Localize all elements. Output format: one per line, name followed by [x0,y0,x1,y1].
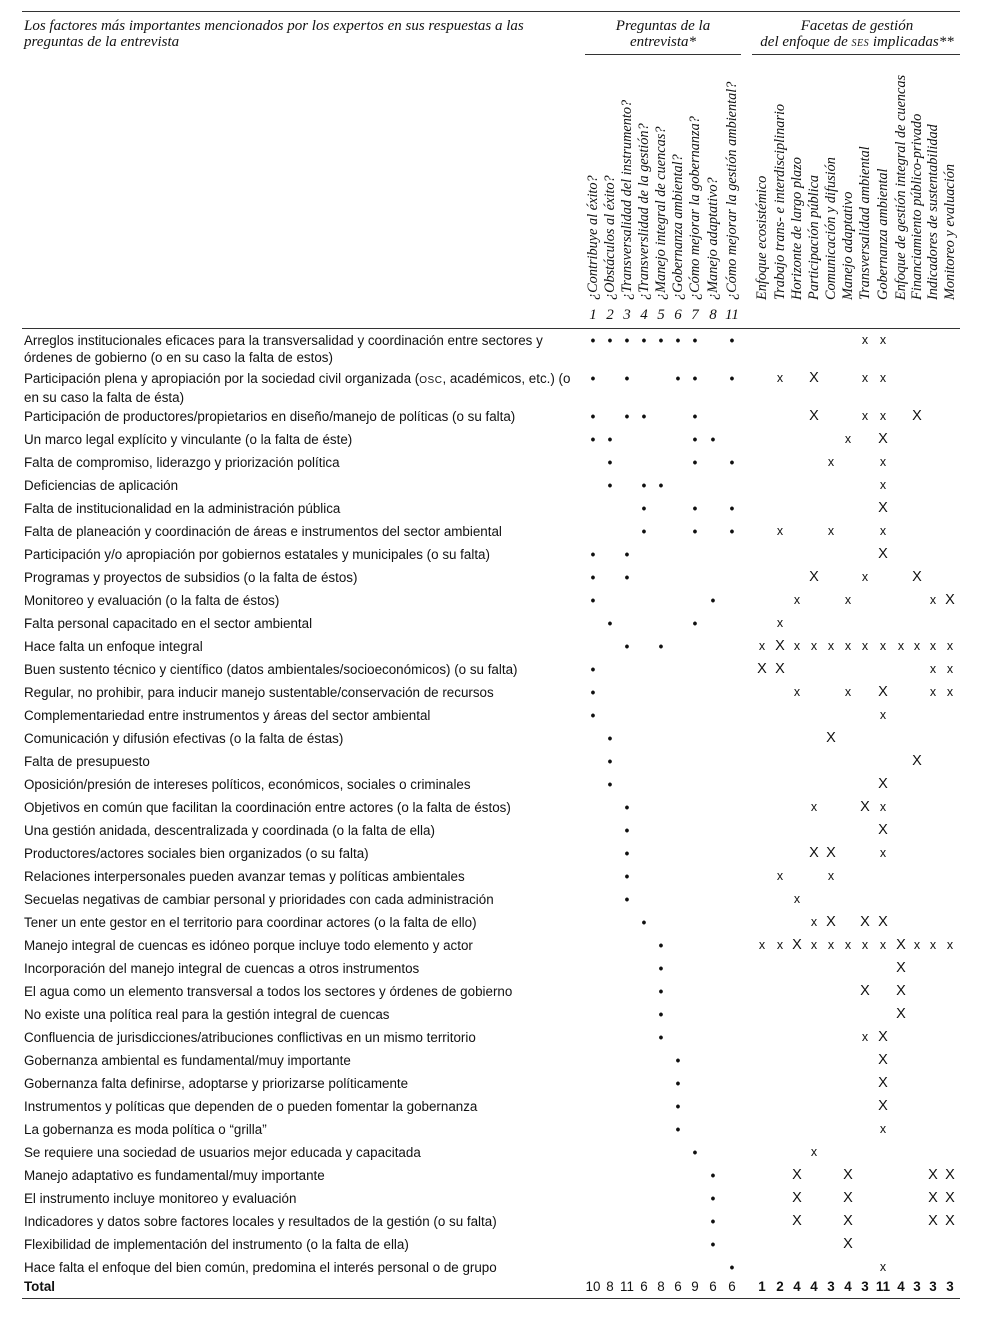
header-bottom-rule [22,328,960,329]
facet-mark: x [827,869,835,883]
question-mark: • [692,616,698,631]
question-mark: • [710,593,716,608]
facet-mark: X [878,776,888,792]
facet-mark: X [878,431,888,447]
row-label: Se requiere una sociedad de usuarios mejor educada y capacitada [24,1145,421,1160]
question-number: 1 [589,307,597,323]
row-label: Tener un ente gestor en el territorio para coordinar actores (o la falta de ello) [24,915,477,930]
question-mark: • [624,892,630,907]
facet-mark: x [929,938,937,952]
facet-mark: X [809,370,819,386]
total-facet: 3 [827,1279,835,1294]
facet-label: Gobernanza ambiental [875,168,891,300]
row-label: El instrumento incluye monitoreo y evaluación [24,1191,297,1206]
facet-mark: x [861,409,869,423]
question-mark: • [624,547,630,562]
facet-mark: x [776,938,784,952]
question-mark: • [658,984,664,999]
facet-label: Comunicación y difusión [823,157,839,300]
question-mark: • [675,333,681,348]
facet-mark: x [946,662,954,676]
question-mark: • [729,455,735,470]
facet-mark: x [879,846,887,860]
question-mark: • [590,708,596,723]
facet-mark: x [879,708,887,722]
row-label: Hace falta el enfoque del bien común, predomina el interés personal o de grupo [24,1260,497,1275]
facet-mark: X [878,914,888,930]
total-question: 10 [585,1279,601,1294]
question-mark: • [641,409,647,424]
row-label: Programas y proyectos de subsidios (o la falta de éstos) [24,570,358,585]
facet-mark: x [879,524,887,538]
facet-mark: X [912,408,922,424]
facet-mark: x [793,639,801,653]
question-number: 3 [623,307,631,323]
row-label: Flexibilidad de implementación del instrumento (o la falta de ella) [24,1237,409,1252]
facet-mark: X [792,937,802,953]
facet-mark: x [793,892,801,906]
question-mark: • [658,1030,664,1045]
question-mark: • [675,1076,681,1091]
facet-mark: x [793,685,801,699]
row-label: Comunicación y difusión efectivas (o la falta de éstas) [24,731,344,746]
question-mark: • [607,478,613,493]
facet-mark: x [861,938,869,952]
facet-mark: X [928,1167,938,1183]
facet-mark: x [844,938,852,952]
facet-mark: X [945,1213,955,1229]
question-mark: • [692,409,698,424]
facet-mark: x [879,938,887,952]
facet-mark: X [878,1075,888,1091]
question-mark: • [710,1191,716,1206]
question-mark: • [590,409,596,424]
question-mark: • [607,455,613,470]
facet-mark: X [896,983,906,999]
facet-mark: X [860,914,870,930]
total-facet: 11 [875,1279,891,1294]
question-mark: • [607,754,613,769]
facet-mark: X [878,1098,888,1114]
questions-header-line2: entrevista* [629,34,697,50]
facet-mark: x [776,616,784,630]
question-mark: • [658,1007,664,1022]
osc-abbrev: OSC [419,375,443,386]
questions-header-rule [585,54,741,55]
question-mark: • [607,731,613,746]
total-facet: 4 [793,1279,801,1294]
question-mark: • [624,371,630,386]
question-mark: • [675,371,681,386]
total-question: 6 [709,1279,717,1294]
row-label: Un marco legal explícito y vinculante (o la falta de éste) [24,432,353,447]
facet-mark: X [860,983,870,999]
facets-header-rule [752,54,960,55]
facet-mark: x [929,685,937,699]
facet-mark: x [879,455,887,469]
question-mark: • [692,501,698,516]
question-mark: • [692,371,698,386]
question-mark: • [624,333,630,348]
total-facet: 4 [810,1279,818,1294]
facet-mark: x [844,432,852,446]
facet-mark: x [810,938,818,952]
row-label: Falta de presupuesto [24,754,150,769]
question-mark: • [590,593,596,608]
row-label: Relaciones interpersonales pueden avanzar temas y políticas ambientales [24,869,465,884]
question-mark: • [692,333,698,348]
facet-mark: X [809,569,819,585]
facet-mark: x [946,639,954,653]
question-mark: • [658,333,664,348]
total-facet: 4 [844,1279,852,1294]
facet-mark: x [827,938,835,952]
facet-label: Financiamiento público-privado [909,113,925,300]
row-label: Complementariedad entre instrumentos y áreas del sector ambiental [24,708,431,723]
facet-mark: x [861,1030,869,1044]
questions-header-line1: Preguntas de la [615,18,711,34]
facet-mark: x [861,371,869,385]
row-label: Manejo integral de cuencas es idóneo porque incluye todo elemento y actor [24,938,473,953]
facet-mark: X [809,408,819,424]
question-mark: • [729,524,735,539]
facet-mark: X [878,822,888,838]
row-label: Participación y/o apropiación por gobiernos estatales y municipales (o su falta) [24,547,490,562]
questions-column-header [585,18,741,50]
question-number: 2 [606,307,614,323]
total-question: 9 [691,1279,699,1294]
row-label: El agua como un elemento transversal a todos los sectores y órdenes de gobierno [24,984,513,999]
question-mark: • [675,1099,681,1114]
question-label: ¿Cómo mejorar la gobernanza? [687,116,703,300]
row-label: Falta personal capacitado en el sector ambiental [24,616,313,631]
total-facet: 3 [861,1279,869,1294]
facet-mark: X [843,1190,853,1206]
question-number: 11 [725,307,739,323]
facet-mark: X [945,592,955,608]
question-mark: • [624,409,630,424]
question-number: 8 [709,307,717,323]
facet-label: Transversalidad ambiental [857,146,873,300]
facet-mark: x [929,639,937,653]
question-mark: • [692,524,698,539]
facet-mark: x [776,371,784,385]
facet-mark: x [844,639,852,653]
facet-mark: X [757,661,767,677]
question-mark: • [658,639,664,654]
facet-mark: x [758,639,766,653]
facet-mark: X [928,1190,938,1206]
facet-mark: X [878,684,888,700]
question-mark: • [729,333,735,348]
question-number: 5 [657,307,665,323]
row-label: Oposición/presión de intereses políticos, económicos, sociales o criminales [24,777,471,792]
facet-mark: X [896,937,906,953]
row-label: Incorporación del manejo integral de cuencas a otros instrumentos [24,961,420,976]
question-mark: • [675,1053,681,1068]
facet-mark: x [879,409,887,423]
facet-mark: X [878,1029,888,1045]
facet-mark: X [878,1052,888,1068]
facet-mark: X [792,1213,802,1229]
facet-mark: x [879,1122,887,1136]
question-mark: • [590,432,596,447]
row-label: Indicadores y datos sobre factores locales y resultados de la gestión (o su falta) [24,1214,497,1229]
row-label: Hace falta un enfoque integral [24,639,203,654]
facets-header-ses: SES [851,38,870,49]
facet-mark: X [945,1190,955,1206]
facet-mark: X [945,1167,955,1183]
table-bottom-rule [22,1298,960,1299]
question-mark: • [729,371,735,386]
facet-mark: x [793,593,801,607]
row-label: Monitoreo y evaluación (o la falta de éstos) [24,593,280,608]
row-label: Arreglos institucionales eficaces para la transversalidad y coordinación entre sectores y órdenes de gobierno (o en su caso la falta de estos) [24,333,543,365]
factors-column-header: Los factores más importantes mencionados por los expertos en sus respuestas a las preguntas de la entrevista [24,18,524,50]
facet-mark: X [809,845,819,861]
row-label: Falta de institucionalidad en la administración pública [24,501,341,516]
question-mark: • [590,685,596,700]
facet-label: Participación pública [806,174,822,300]
row-label: La gobernanza es moda política o “grilla” [24,1122,267,1137]
facet-mark: x [810,639,818,653]
question-mark: • [710,1237,716,1252]
total-question: 6 [674,1279,682,1294]
facet-mark: X [860,799,870,815]
row-label: Confluencia de jurisdicciones/atribuciones conflictivas en un mismo territorio [24,1030,476,1045]
question-mark: • [641,915,647,930]
total-label: Total [24,1279,55,1294]
facet-mark: x [810,915,818,929]
question-mark: • [607,616,613,631]
facet-mark: x [827,524,835,538]
row-label: Manejo adaptativo es fundamental/muy importante [24,1168,325,1183]
row-label: No existe una política real para la gestión integral de cuencas [24,1007,390,1022]
facet-mark: x [827,455,835,469]
facet-mark: X [792,1190,802,1206]
facet-mark: X [843,1213,853,1229]
question-mark: • [624,869,630,884]
facet-mark: x [946,685,954,699]
question-mark: • [624,800,630,815]
facet-mark: x [929,662,937,676]
row-label: Regular, no prohibir, para inducir manejo sustentable/conservación de recursos [24,685,494,700]
facets-column-header [752,18,962,52]
facet-mark: x [879,1260,887,1274]
question-label: ¿Obstáculos al éxito? [602,175,618,300]
question-mark: • [658,961,664,976]
question-label: ¿Manejo adaptativo? [705,177,721,300]
facet-mark: x [844,685,852,699]
facet-mark: X [896,960,906,976]
facet-label: Enfoque de gestión integral de cuencas [893,74,909,300]
facet-mark: x [776,869,784,883]
row-label: Una gestión anidada, descentralizada y coordinada (o la falta de ella) [24,823,435,838]
question-mark: • [729,1260,735,1275]
facet-mark: x [776,524,784,538]
facet-mark: X [826,845,836,861]
facet-label: Manejo adaptativo [840,191,856,300]
total-facet: 3 [929,1279,937,1294]
total-facet: 3 [946,1279,954,1294]
row-label: Participación plena y apropiación por la sociedad civil organizada (OSC, académicos, etc.) (o en su caso la falta de ésta) [24,371,571,405]
question-mark: • [590,371,596,386]
question-label: ¿Transversalidad del instrumento? [619,99,635,300]
facet-mark: X [843,1167,853,1183]
question-mark: • [607,777,613,792]
row-label: Instrumentos y políticas que dependen de o pueden fomentar la gobernanza [24,1099,478,1114]
question-mark: • [675,1122,681,1137]
facet-mark: x [913,938,921,952]
question-mark: • [607,333,613,348]
question-mark: • [692,455,698,470]
question-mark: • [658,478,664,493]
facet-label: Monitoreo y evaluación [942,163,958,300]
question-mark: • [624,639,630,654]
row-label: Secuelas negativas de cambiar personal y prioridades con cada administración [24,892,494,907]
question-mark: • [641,501,647,516]
question-number: 4 [640,307,648,323]
facet-label: Trabajo trans- e interdisciplinario [772,103,788,300]
question-mark: • [658,938,664,953]
table-top-rule [22,11,960,12]
facet-mark: x [879,800,887,814]
question-mark: • [590,333,596,348]
row-label: Productores/actores sociales bien organizados (o su falta) [24,846,369,861]
row-label: Deficiencias de aplicación [24,478,179,493]
question-mark: • [590,570,596,585]
facets-header-line2 [752,34,962,52]
facet-mark: x [913,639,921,653]
facet-mark: X [912,753,922,769]
row-label: Objetivos en común que facilitan la coordinación entre actores (o la falta de éstos) [24,800,511,815]
facet-mark: x [879,478,887,492]
facet-mark: x [810,1145,818,1159]
question-label: ¿Contribuye al éxito? [585,175,601,300]
facet-mark: X [775,661,785,677]
row-label: Buen sustento técnico y científico (datos ambientales/socioeconómicos) (o su falta) [24,662,518,677]
facet-mark: x [861,570,869,584]
facets-header-line1: Facetas de gestión [800,18,914,34]
facet-mark: x [879,333,887,347]
question-label: ¿Cómo mejorar la gestión ambiental? [724,81,740,300]
facet-mark: X [896,1006,906,1022]
facet-mark: X [826,914,836,930]
question-mark: • [641,524,647,539]
facet-label: Enfoque ecosistémico [754,175,770,300]
question-mark: • [590,662,596,677]
total-facet: 1 [758,1279,766,1294]
facet-mark: x [810,800,818,814]
question-mark: • [590,547,596,562]
facet-mark: X [843,1236,853,1252]
facet-mark: X [878,500,888,516]
row-label: Gobernanza ambiental es fundamental/muy importante [24,1053,351,1068]
total-facet: 3 [913,1279,921,1294]
total-question: 6 [728,1279,736,1294]
question-label: ¿Manejo integral de cuencas? [653,126,669,300]
question-mark: • [729,501,735,516]
facet-mark: x [946,938,954,952]
question-mark: • [624,846,630,861]
question-number: 7 [691,307,699,323]
facet-mark: X [878,546,888,562]
facet-label: Indicadores de sustentabilidad [925,124,941,300]
facet-mark: X [826,730,836,746]
row-label: Falta de compromiso, liderazgo y priorización política [24,455,340,470]
question-mark: • [710,432,716,447]
row-label: Participación de productores/propietarios en diseño/manejo de políticas (o su falta) [24,409,516,424]
facet-mark: x [861,333,869,347]
total-facet: 4 [897,1279,905,1294]
row-label: Falta de planeación y coordinación de áreas e instrumentos del sector ambiental [24,524,502,539]
question-mark: • [710,1168,716,1183]
facets-header-post: implicadas** [869,34,954,50]
facet-label: Horizonte de largo plazo [789,157,805,300]
facet-mark: x [929,593,937,607]
question-number: 6 [674,307,682,323]
facet-mark: X [775,638,785,654]
question-label: ¿Transverslidad de la gestión? [636,123,652,300]
facet-mark: x [861,639,869,653]
total-question: 11 [620,1279,634,1294]
question-mark: • [692,1145,698,1160]
facet-mark: x [844,593,852,607]
facet-mark: X [928,1213,938,1229]
facet-mark: x [879,371,887,385]
question-mark: • [624,823,630,838]
facet-mark: x [827,639,835,653]
question-mark: • [624,570,630,585]
facet-mark: x [879,639,887,653]
question-mark: • [692,432,698,447]
facet-mark: X [792,1167,802,1183]
facet-mark: x [758,938,766,952]
total-question: 8 [657,1279,665,1294]
question-label: ¿Gobernanza ambiental? [670,154,686,300]
facets-header-pre: del enfoque de [760,34,852,50]
facet-mark: X [912,569,922,585]
total-facet: 2 [776,1279,784,1294]
question-mark: • [710,1214,716,1229]
question-mark: • [641,333,647,348]
total-question: 6 [640,1279,648,1294]
facet-mark: x [897,639,905,653]
total-question: 8 [606,1279,614,1294]
question-mark: • [641,478,647,493]
question-mark: • [607,432,613,447]
row-label: Gobernanza falta definirse, adoptarse y priorizarse políticamente [24,1076,409,1091]
